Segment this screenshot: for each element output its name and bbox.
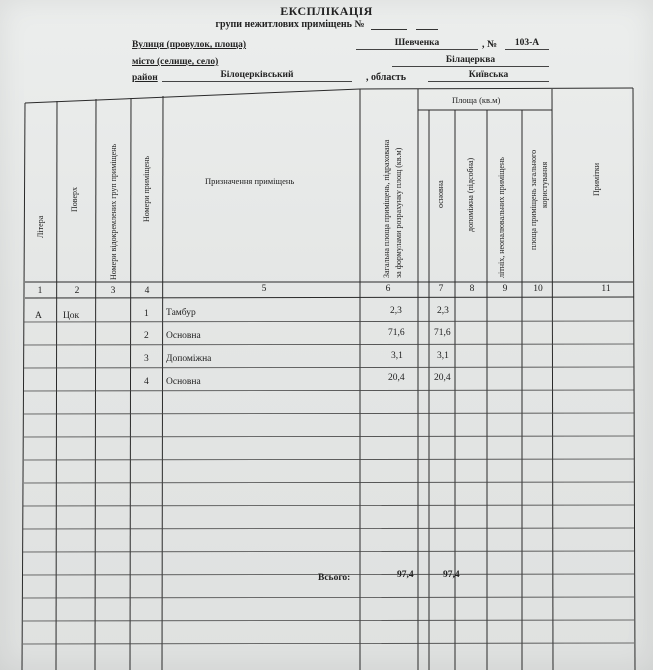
row-4-total: 20,4 — [388, 373, 405, 383]
total-label: Всього: — [318, 573, 351, 583]
city-value: Білацерква — [392, 55, 549, 67]
header-group-numbers: Номери відокремлених груп приміщень — [109, 143, 118, 280]
row-3-purpose: Допоміжна — [166, 354, 212, 364]
total-area-value: 97,4 — [397, 570, 414, 580]
header-common-line2: користування — [540, 161, 549, 208]
header-common-line1: площа приміщень загального — [529, 149, 538, 250]
row-2-total: 71,6 — [388, 328, 405, 338]
col-number-6: 6 — [385, 284, 391, 294]
row-3-main: 3,1 — [437, 351, 449, 361]
col-number-5: 5 — [261, 284, 267, 294]
street-label: Вулиця (провулок, площа) — [132, 40, 247, 50]
row-4-main: 20,4 — [434, 373, 451, 383]
header-auxiliary: допоміжна (підсобна) — [466, 157, 475, 232]
house-number-label: , № — [482, 39, 498, 50]
header-total-area-line1: Загальна площа приміщень, підрахована — [382, 139, 391, 278]
header-litera: Літера — [36, 215, 45, 238]
oblast-value: Київська — [428, 70, 549, 82]
row-1-total: 2,3 — [390, 306, 402, 316]
header-purpose: Призначення приміщень — [205, 176, 295, 186]
col-number-10: 10 — [533, 284, 543, 294]
row-1-litera: А — [35, 311, 42, 321]
row-1-poverkh: Цок — [63, 311, 80, 321]
header-summer: літніх, неопалювальних приміщень — [497, 157, 506, 278]
district-label: район — [132, 73, 158, 83]
header-main: основна — [436, 180, 445, 208]
col-number-1: 1 — [37, 286, 43, 296]
district-value: Білоцерківський — [162, 70, 352, 82]
street-value: Шевченка — [356, 38, 478, 50]
row-2-room: 2 — [144, 331, 149, 341]
row-1-purpose: Тамбур — [166, 308, 196, 318]
row-3-room: 3 — [144, 354, 149, 364]
col-number-8: 8 — [469, 284, 475, 294]
row-1-room: 1 — [144, 309, 149, 319]
col-number-4: 4 — [144, 286, 150, 296]
row-1-main: 2,3 — [437, 306, 449, 316]
subtitle-text: групи нежитлових приміщень № — [215, 19, 365, 30]
header-total-area-line2: за формулами розрахунку площ (кв.м) — [394, 147, 403, 278]
col-number-7: 7 — [438, 284, 444, 294]
col-number-2: 2 — [74, 286, 80, 296]
document-title: ЕКСПЛІКАЦІЯ — [280, 4, 373, 18]
header-poverkh: Поверх — [70, 186, 79, 212]
oblast-label: , область — [366, 72, 406, 83]
city-label: місто (селище, село) — [132, 57, 219, 67]
header-room-numbers: Номери приміщень — [142, 155, 151, 222]
total-main-value: 97,4 — [443, 570, 460, 580]
row-2-purpose: Основна — [166, 331, 201, 341]
header-notes: Примітки — [592, 162, 601, 196]
col-number-3: 3 — [110, 286, 116, 296]
row-4-room: 4 — [144, 377, 149, 387]
col-number-11: 11 — [601, 284, 611, 294]
row-4-purpose: Основна — [166, 377, 201, 387]
header-area-group: Площа (кв.м) — [452, 95, 501, 105]
col-number-9: 9 — [502, 284, 508, 294]
row-3-total: 3,1 — [391, 351, 403, 361]
row-2-main: 71,6 — [434, 328, 451, 338]
house-number-value: 103-А — [505, 38, 549, 50]
